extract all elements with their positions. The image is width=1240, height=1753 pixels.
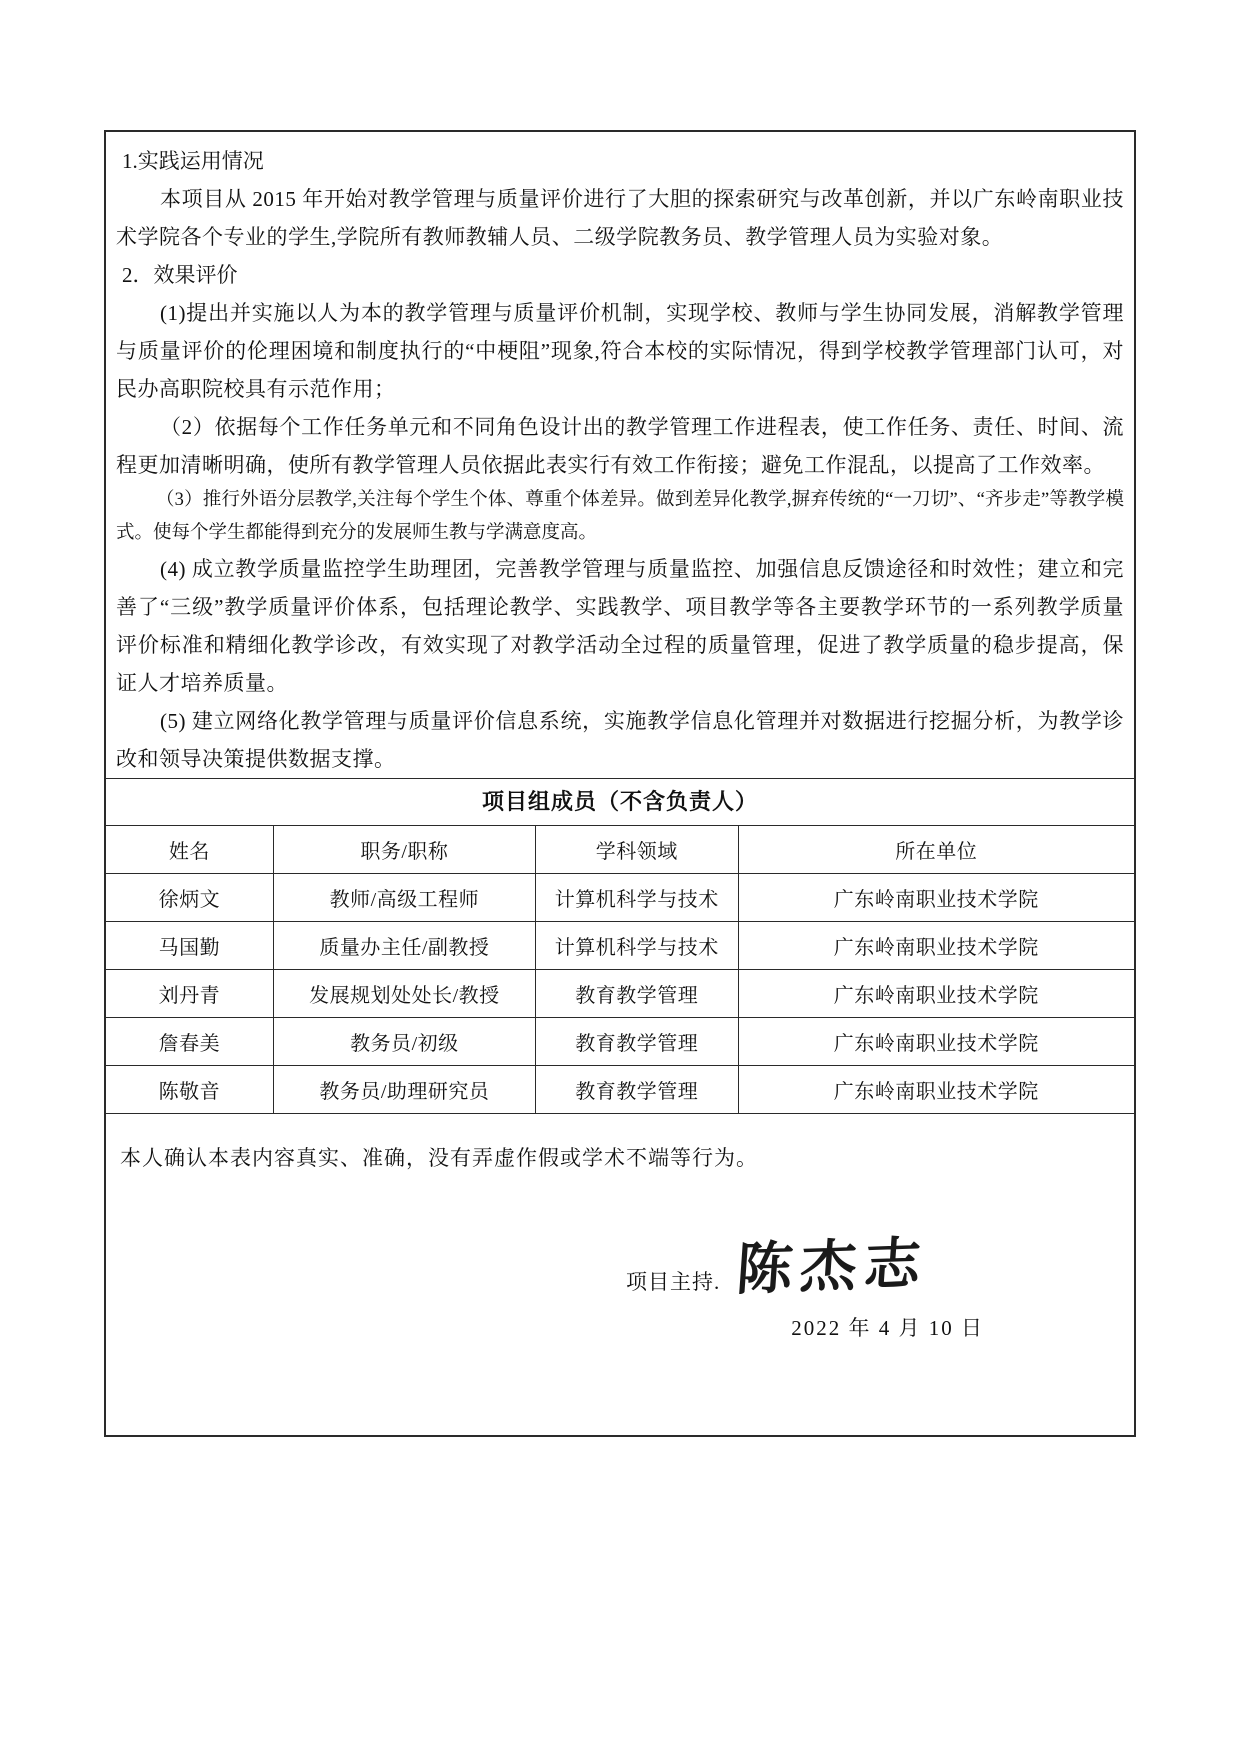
cell-title: 教师/高级工程师 [273, 874, 535, 922]
section-2-item-5: (5) 建立网络化教学管理与质量评价信息系统，实施教学信息化管理并对数据进行挖掘分析，为教学诊改和领导决策提供数据支撑。 [116, 709, 1124, 771]
section-2-item-1: (1)提出并实施以人为本的教学管理与质量评价机制，实现学校、教师与学生协同发展，消解教学管理与质量评价的伦理困境和制度执行的“中梗阻”现象,符合本校的实际情况，得到学校教学管理部门认可，对民办高职院校具有示范作用； [116, 301, 1124, 401]
cell-field: 计算机科学与技术 [535, 922, 738, 970]
cell-name: 詹春美 [106, 1018, 273, 1066]
cell-affiliation: 广东岭南职业技术学院 [738, 922, 1134, 970]
section-2-item-3: （3）推行外语分层教学,关注每个学生个体、尊重个体差异。做到差异化教学,摒弃传统的“一刀切”、“齐步走”等教学模式。使每个学生都能得到充分的发展师生教与学满意度高。 [116, 490, 1124, 543]
section-2-item-2: （2）依据每个工作任务单元和不同角色设计出的教学管理工作进程表，使工作任务、责任、时间、流程更加清晰明确，使所有教学管理人员依据此表实行有效工作衔接；避免工作混乱，以提高了工作效率。 [116, 415, 1124, 477]
section-1-heading: 1.实践运用情况 [122, 149, 264, 173]
cell-field: 教育教学管理 [535, 970, 738, 1018]
table-row [106, 1066, 1134, 1114]
signature-handwriting: 陈杰志 [734, 1231, 931, 1303]
table-row [106, 874, 1134, 922]
cell-affiliation: 广东岭南职业技术学院 [738, 970, 1134, 1018]
cell-title: 质量办主任/副教授 [273, 922, 535, 970]
section-1-paragraph: 本项目从 2015 年开始对教学管理与质量评价进行了大胆的探索研究与改革创新，并以广东岭南职业技术学院各个专业的学生,学院所有教师教辅人员、二级学院教务员、教学管理人员为实验对象。 [116, 187, 1124, 249]
column-header-affiliation: 所在单位 [738, 826, 1134, 874]
members-table-title: 项目组成员（不含负责人） [106, 778, 1134, 826]
section-2-item-4: (4) 成立教学质量监控学生助理团，完善教学管理与质量监控、加强信息反馈途径和时效性；建立和完善了“三级”教学质量评价体系，包括理论教学、实践教学、项目教学等各主要教学环节的一系列教学质量评价标准和精细化教学诊改，有效实现了对教学活动全过程的质量管理，促进了教学质量的稳步提高，保证人才培养质量。 [116, 557, 1124, 695]
cell-name: 刘丹青 [106, 970, 273, 1018]
column-header-name: 姓名 [106, 826, 273, 874]
text-section [106, 132, 1134, 778]
cell-affiliation: 广东岭南职业技术学院 [738, 1066, 1134, 1114]
cell-title: 教务员/初级 [273, 1018, 535, 1066]
cell-field: 计算机科学与技术 [535, 874, 738, 922]
cell-name: 陈敬音 [106, 1066, 273, 1114]
cell-title: 发展规划处处长/教授 [273, 970, 535, 1018]
date-line: 2022 年 4 月 10 日 [791, 1316, 984, 1340]
table-row [106, 970, 1134, 1018]
cell-field: 教育教学管理 [535, 1018, 738, 1066]
table-row [106, 1018, 1134, 1066]
members-table-header-row [106, 826, 1134, 874]
signature-label: 项目主持. [626, 1270, 721, 1294]
document-border-box [104, 130, 1136, 1437]
cell-name: 徐炳文 [106, 874, 273, 922]
column-header-title: 职务/职称 [273, 826, 535, 874]
column-header-field: 学科领域 [535, 826, 738, 874]
table-row [106, 922, 1134, 970]
cell-affiliation: 广东岭南职业技术学院 [738, 1018, 1134, 1066]
cell-name: 马国勤 [106, 922, 273, 970]
signature-row [626, 1226, 931, 1306]
members-table [106, 826, 1134, 1114]
cell-title: 教务员/助理研究员 [273, 1066, 535, 1114]
section-2-heading: 2．效果评价 [122, 263, 238, 287]
confirmation-statement: 本人确认本表内容真实、准确，没有弄虚作假或学术不端等行为。 [120, 1146, 758, 1170]
cell-field: 教育教学管理 [535, 1066, 738, 1114]
cell-affiliation: 广东岭南职业技术学院 [738, 874, 1134, 922]
footer-section [106, 1114, 1134, 1435]
